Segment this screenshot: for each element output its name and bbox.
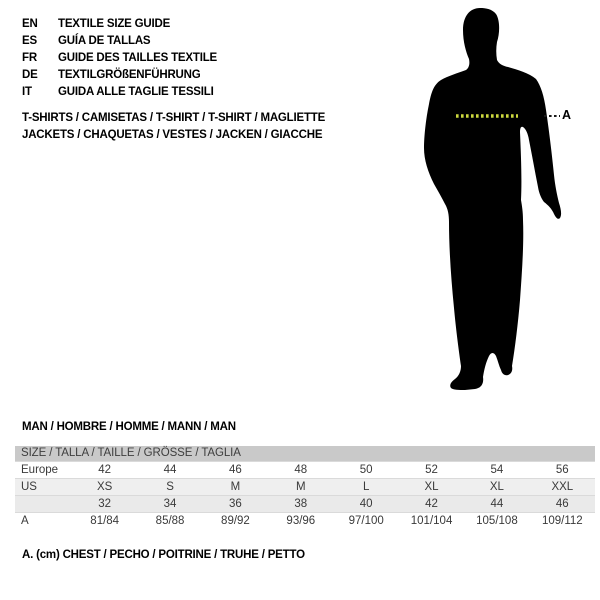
table-cell: 101/104 — [410, 515, 453, 527]
table-row-europe — [15, 461, 595, 478]
row-label: A — [21, 515, 29, 527]
size-table-header: SIZE / TALLA / TAILLE / GRÖSSE / TAGLIA — [15, 446, 595, 461]
lang-label: GUIDE DES TAILLES TEXTILE — [58, 51, 217, 64]
lang-code: EN — [22, 17, 38, 30]
lang-code: IT — [22, 85, 32, 98]
table-cell: M — [230, 481, 241, 493]
lang-code: FR — [22, 51, 37, 64]
row-label: Europe — [21, 464, 59, 476]
table-cell: 44 — [490, 498, 504, 510]
table-cell: XXL — [551, 481, 574, 493]
table-row-chest-a — [15, 512, 595, 529]
section-title-man: MAN / HOMBRE / HOMME / MANN / MAN — [22, 421, 236, 433]
table-cell: 44 — [163, 464, 177, 476]
lang-code: DE — [22, 68, 38, 81]
table-cell: 54 — [490, 464, 504, 476]
table-cell: 105/108 — [476, 515, 518, 527]
table-cell: 42 — [425, 498, 438, 510]
lang-label: GUIDA ALLE TAGLIE TESSILI — [58, 85, 214, 98]
lang-label: TEXTILGRÖßENFÜHRUNG — [58, 68, 201, 81]
table-cell: 32 — [98, 498, 112, 510]
table-cell: M — [296, 481, 306, 493]
measurement-a-label: A — [562, 108, 571, 122]
table-cell: XS — [97, 481, 113, 493]
table-cell: 38 — [294, 498, 308, 510]
table-cell: 42 — [98, 464, 112, 476]
category-jackets: JACKETS / CHAQUETAS / VESTES / JACKEN / GIACCHE — [22, 128, 323, 141]
table-cell: L — [362, 481, 370, 493]
table-row-us — [15, 478, 595, 495]
table-cell: 81/84 — [90, 515, 120, 527]
table-row-numeric — [15, 495, 595, 512]
lang-label: TEXTILE SIZE GUIDE — [58, 17, 171, 30]
table-cell: 36 — [229, 498, 242, 510]
table-cell: 52 — [425, 464, 438, 476]
measurement-footnote: A. (cm) CHEST / PECHO / POITRINE / TRUHE / PETTO — [22, 549, 305, 561]
table-cell: 48 — [294, 464, 308, 476]
category-tshirts: T-SHIRTS / CAMISETAS / T-SHIRT / T-SHIRT / MAGLIETTE — [22, 112, 326, 124]
man-silhouette-figure — [410, 0, 580, 400]
table-cell: 34 — [163, 498, 177, 510]
row-label — [15, 496, 72, 512]
lang-code: ES — [22, 34, 37, 47]
table-cell: 89/92 — [221, 515, 250, 527]
table-cell: S — [166, 481, 174, 493]
table-cell: 46 — [555, 498, 569, 510]
table-cell: 93/96 — [286, 515, 316, 527]
size-table — [15, 446, 595, 529]
table-cell: 85/88 — [155, 515, 185, 527]
table-cell: 40 — [359, 498, 373, 510]
table-cell: 56 — [555, 464, 569, 476]
table-cell: 46 — [229, 464, 242, 476]
table-cell: 50 — [359, 464, 373, 476]
table-cell: 109/112 — [541, 515, 583, 527]
lang-label: GUÍA DE TALLAS — [58, 34, 151, 47]
table-cell: XL — [489, 481, 504, 493]
row-label: US — [21, 481, 37, 493]
table-cell: XL — [424, 481, 439, 493]
table-cell: 97/100 — [348, 515, 384, 527]
